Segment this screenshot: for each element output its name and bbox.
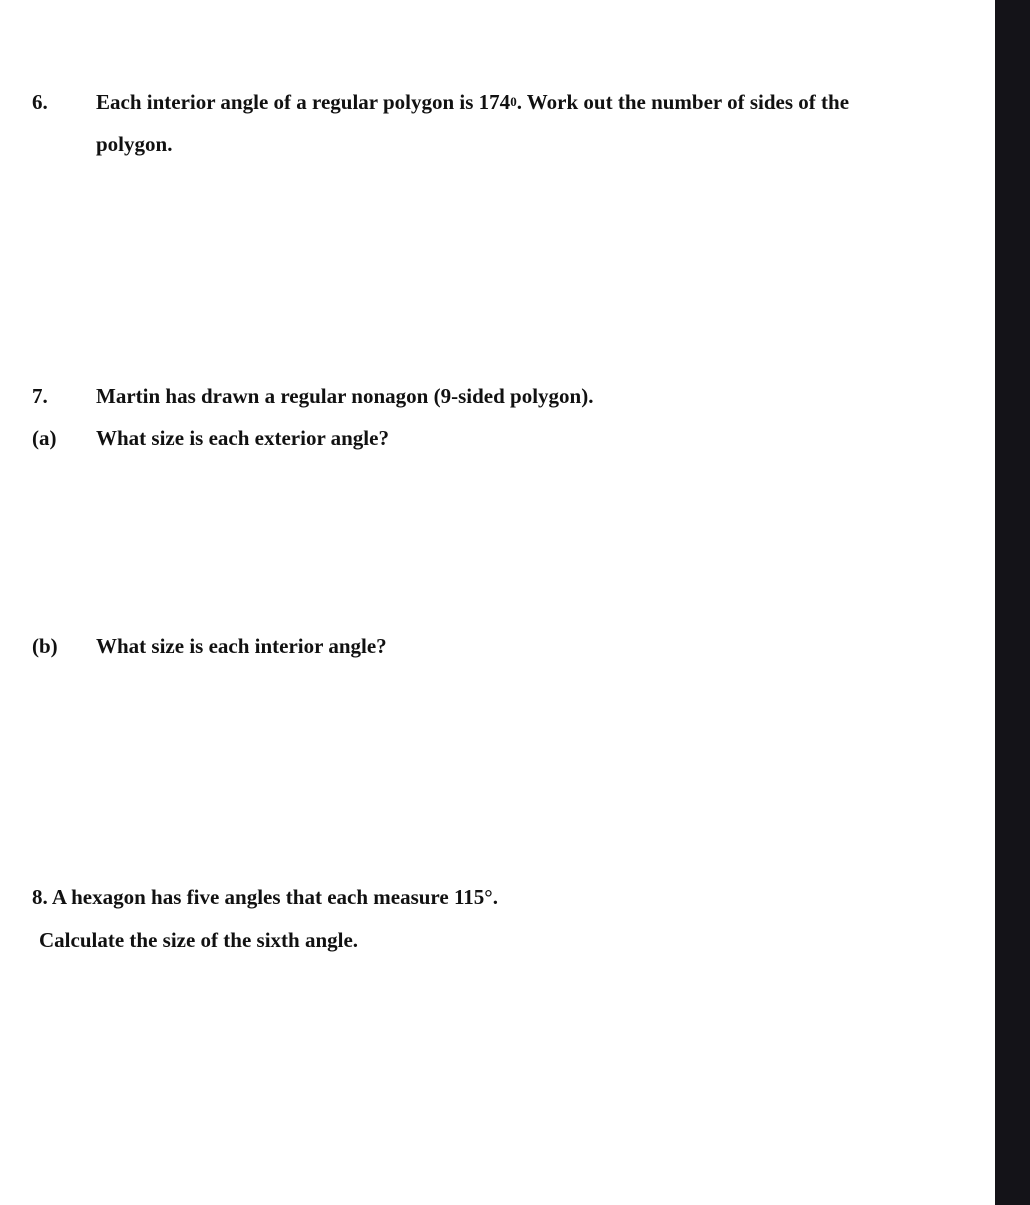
question-7a-text: What size is each exterior angle? (96, 426, 389, 450)
dark-right-border (995, 0, 1030, 1205)
question-6-text-line1: Each interior angle of a regular polygon is $174^0$. Work out the number of sides of the (96, 90, 850, 114)
question-6-number: 6. (32, 90, 48, 114)
question-8-line2: Calculate the size of the sixth angle. (39, 928, 359, 952)
question-6-text-line2: polygon. (96, 132, 173, 156)
question-8-line1: 8. A hexagon has five angles that each measure 115°. (32, 885, 498, 909)
question-7b-label: (b) (32, 634, 58, 658)
question-7b-text: What size is each interior angle? (96, 634, 387, 658)
question-7-stem: Martin has drawn a regular nonagon (9-sided polygon). (96, 384, 594, 408)
degree-symbol: 0 (510, 94, 517, 109)
question-7-number: 7. (32, 384, 48, 408)
question-7a-label: (a) (32, 426, 57, 450)
